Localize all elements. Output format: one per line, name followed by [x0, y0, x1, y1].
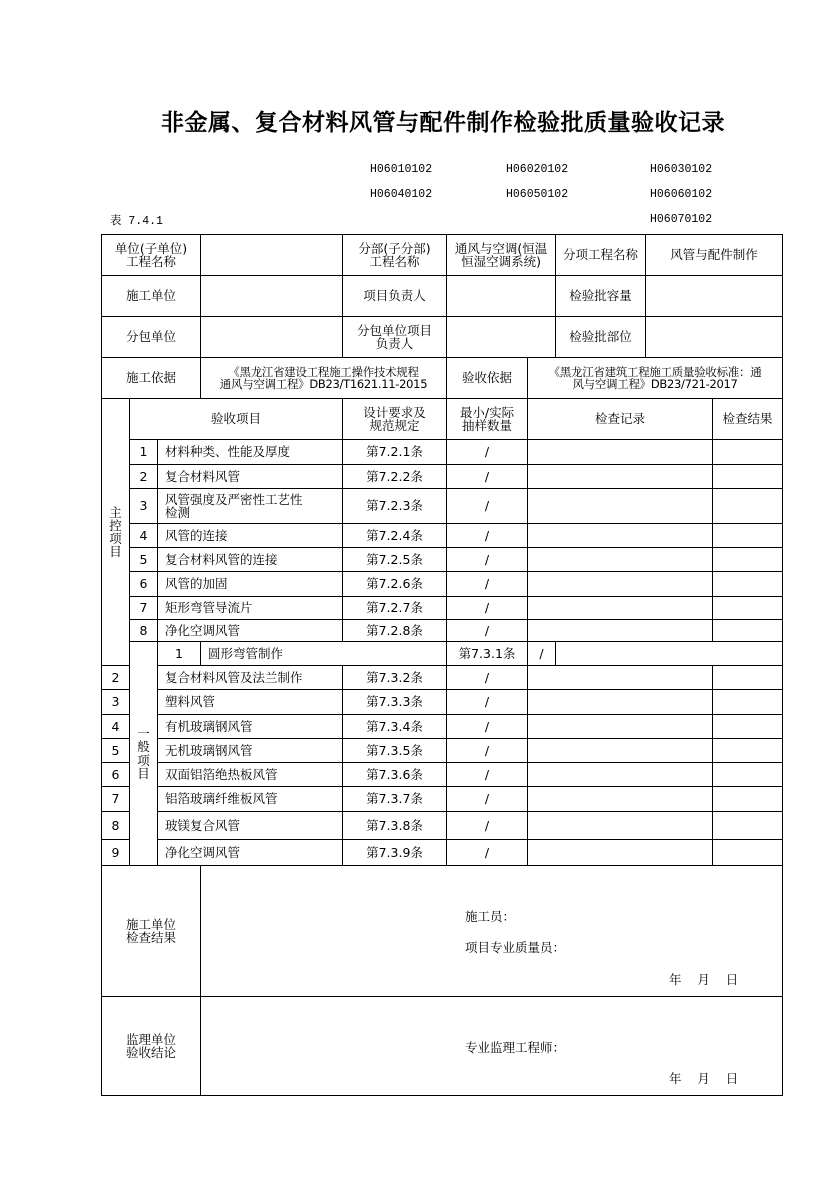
- item-sample: /: [447, 524, 528, 548]
- col-requirement-header: 设计要求及 规范规定: [343, 399, 447, 440]
- supervisor-date: 年 月 日: [669, 1071, 739, 1086]
- item-result[interactable]: [713, 763, 783, 787]
- general-item-row: [102, 666, 783, 690]
- item-record[interactable]: [528, 440, 713, 465]
- item-clause: 第7.3.2条: [343, 666, 447, 690]
- sub-pm-label: 分包单位项目 负责人: [343, 317, 447, 358]
- item-no: 4: [130, 524, 158, 548]
- code-7: H06070102: [650, 213, 713, 226]
- item-sample: /: [447, 597, 528, 620]
- subitem-label: 分项工程名称: [556, 235, 646, 276]
- item-sample: /: [447, 440, 528, 465]
- item-record[interactable]: [528, 597, 713, 620]
- item-sample: /: [447, 666, 528, 690]
- form-number: 表 7.4.1: [110, 215, 163, 228]
- item-result[interactable]: [713, 440, 783, 465]
- item-name: 塑料风管: [158, 690, 343, 715]
- item-no: 1: [158, 642, 201, 666]
- subcontractor-label: 分包单位: [102, 317, 201, 358]
- code-6: H06060102: [650, 188, 713, 201]
- item-name: 复合材料风管的连接: [158, 548, 343, 572]
- item-name: 净化空调风管: [158, 840, 343, 866]
- item-clause: 第7.2.1条: [343, 440, 447, 465]
- item-sample: /: [447, 763, 528, 787]
- item-sample: /: [447, 840, 528, 866]
- item-clause: 第7.3.7条: [343, 787, 447, 812]
- general-group-label: 一般项目: [130, 642, 158, 866]
- item-name: 有机玻璃钢风管: [158, 715, 343, 739]
- batch-loc-value[interactable]: [646, 317, 783, 358]
- col-record-header: 检查记录: [528, 399, 713, 440]
- column-header-row: [102, 399, 783, 440]
- item-record[interactable]: [528, 787, 713, 812]
- division-value: 通风与空调(恒温 恒湿空调系统): [447, 235, 556, 276]
- item-name: 矩形弯管导流片: [158, 597, 343, 620]
- batch-loc-label: 检验批部位: [556, 317, 646, 358]
- item-clause: 第7.3.5条: [343, 739, 447, 763]
- general-item-row: [102, 715, 783, 739]
- contractor-value[interactable]: [201, 276, 343, 317]
- item-no: 7: [102, 787, 130, 812]
- accept-basis-label: 验收依据: [447, 358, 528, 399]
- item-record[interactable]: [528, 739, 713, 763]
- item-clause: 第7.2.4条: [343, 524, 447, 548]
- item-result[interactable]: [713, 548, 783, 572]
- division-label: 分部(子分部) 工程名称: [343, 235, 447, 276]
- inspection-form-table: [101, 234, 783, 1096]
- item-result[interactable]: [713, 690, 783, 715]
- item-clause: 第7.3.6条: [343, 763, 447, 787]
- sub-pm-value[interactable]: [447, 317, 556, 358]
- contractor-label: 施工单位: [102, 276, 201, 317]
- code-1: H06010102: [370, 163, 433, 176]
- subitem-value: 风管与配件制作: [646, 235, 783, 276]
- general-item-row: [102, 787, 783, 812]
- item-clause: 第7.2.8条: [343, 620, 447, 642]
- item-result[interactable]: [713, 465, 783, 489]
- engineer-sign-label: 专业监理工程师：: [465, 1040, 566, 1055]
- general-item-row: [102, 840, 783, 866]
- item-record[interactable]: [528, 666, 713, 690]
- item-name: 风管的加固: [158, 572, 343, 597]
- basis-value: 《黑龙江省建设工程施工操作技术规程 通风与空调工程》DB23/T1621.11-2015: [201, 358, 447, 399]
- item-record[interactable]: [528, 548, 713, 572]
- item-clause: 第7.3.4条: [343, 715, 447, 739]
- item-result[interactable]: [713, 620, 783, 642]
- item-no: 2: [130, 465, 158, 489]
- item-result[interactable]: [713, 524, 783, 548]
- item-clause: 第7.3.8条: [343, 812, 447, 840]
- contractor-check-label: 施工单位 检查结果: [102, 866, 201, 997]
- item-record[interactable]: [528, 690, 713, 715]
- unit-value[interactable]: [201, 235, 343, 276]
- general-item-row: [102, 690, 783, 715]
- basis-label: 施工依据: [102, 358, 201, 399]
- item-name: 风管的连接: [158, 524, 343, 548]
- item-no: 3: [102, 690, 130, 715]
- item-record[interactable]: [556, 642, 783, 666]
- item-record[interactable]: [528, 715, 713, 739]
- item-name: 铝箔玻璃纤维板风管: [158, 787, 343, 812]
- item-clause: 第7.3.9条: [343, 840, 447, 866]
- col-result-header: 检查结果: [713, 399, 783, 440]
- item-record[interactable]: [528, 840, 713, 866]
- subcontractor-value[interactable]: [201, 317, 343, 358]
- item-name: 圆形弯管制作: [201, 642, 447, 666]
- item-record[interactable]: [528, 572, 713, 597]
- col-sampling-header: 最小/实际 抽样数量: [447, 399, 528, 440]
- main-item-row: [102, 548, 783, 572]
- item-no: 3: [130, 489, 158, 524]
- main-group-label: 主控项目: [102, 399, 130, 666]
- item-result[interactable]: [713, 787, 783, 812]
- item-sample: /: [447, 787, 528, 812]
- general-item-row: [102, 739, 783, 763]
- main-item-row: [102, 524, 783, 548]
- qc-sign-label: 项目专业质量员：: [465, 940, 566, 955]
- header-row-contractor: [102, 276, 783, 317]
- item-clause: 第7.3.1条: [447, 642, 528, 666]
- item-result[interactable]: [713, 597, 783, 620]
- item-no: 2: [102, 666, 130, 690]
- header-row-unit: [102, 235, 783, 276]
- item-no: 9: [102, 840, 130, 866]
- general-item-row: [102, 642, 783, 666]
- unit-label: 单位(子单位) 工程名称: [102, 235, 201, 276]
- supervisor-check-label: 监理单位 验收结论: [102, 997, 201, 1096]
- col-item-header: 验收项目: [130, 399, 343, 440]
- item-sample: /: [447, 715, 528, 739]
- header-row-basis: [102, 358, 783, 399]
- item-result[interactable]: [713, 572, 783, 597]
- item-result[interactable]: [713, 489, 783, 524]
- item-name: 复合材料风管及法兰制作: [158, 666, 343, 690]
- item-clause: 第7.2.6条: [343, 572, 447, 597]
- batch-qty-label: 检验批容量: [556, 276, 646, 317]
- batch-qty-value[interactable]: [646, 276, 783, 317]
- pm-value[interactable]: [447, 276, 556, 317]
- item-result[interactable]: [713, 715, 783, 739]
- main-item-row: [102, 465, 783, 489]
- main-item-row: [102, 620, 783, 642]
- item-record[interactable]: [528, 812, 713, 840]
- item-sample: /: [447, 690, 528, 715]
- worker-sign-label: 施工员：: [465, 909, 516, 924]
- item-sample: /: [447, 572, 528, 597]
- item-no: 7: [130, 597, 158, 620]
- item-sample: /: [528, 642, 556, 666]
- item-clause: 第7.2.7条: [343, 597, 447, 620]
- item-name: 风管强度及严密性工艺性 检测: [158, 489, 343, 524]
- item-sample: /: [447, 620, 528, 642]
- contractor-date: 年 月 日: [669, 972, 739, 987]
- item-sample: /: [447, 739, 528, 763]
- item-sample: /: [447, 548, 528, 572]
- form-title: 非金属、复合材料风管与配件制作检验批质量验收记录: [161, 110, 725, 136]
- item-record[interactable]: [528, 489, 713, 524]
- code-5: H06050102: [506, 188, 569, 201]
- main-item-row: [102, 440, 783, 465]
- item-no: 1: [130, 440, 158, 465]
- contractor-check-row: [102, 866, 783, 997]
- item-sample: /: [447, 465, 528, 489]
- item-no: 5: [130, 548, 158, 572]
- item-no: 8: [102, 812, 130, 840]
- item-name: 双面铝箔绝热板风管: [158, 763, 343, 787]
- item-no: 6: [130, 572, 158, 597]
- item-name: 材料种类、性能及厚度: [158, 440, 343, 465]
- supervisor-check-row: [102, 997, 783, 1096]
- item-result[interactable]: [713, 812, 783, 840]
- header-row-subcontractor: [102, 317, 783, 358]
- item-result[interactable]: [713, 739, 783, 763]
- general-item-row: [102, 812, 783, 840]
- main-item-row: [102, 597, 783, 620]
- item-no: 5: [102, 739, 130, 763]
- contractor-check-signature[interactable]: [201, 866, 783, 997]
- item-record[interactable]: [528, 524, 713, 548]
- item-name: 玻镁复合风管: [158, 812, 343, 840]
- item-no: 4: [102, 715, 130, 739]
- item-record[interactable]: [528, 620, 713, 642]
- item-clause: 第7.2.3条: [343, 489, 447, 524]
- item-result[interactable]: [713, 840, 783, 866]
- item-result[interactable]: [713, 666, 783, 690]
- pm-label: 项目负责人: [343, 276, 447, 317]
- item-name: 净化空调风管: [158, 620, 343, 642]
- item-name: 无机玻璃钢风管: [158, 739, 343, 763]
- item-no: 6: [102, 763, 130, 787]
- main-item-row: [102, 489, 783, 524]
- main-item-row: [102, 572, 783, 597]
- supervisor-check-signature[interactable]: [201, 997, 783, 1096]
- item-no: 8: [130, 620, 158, 642]
- item-clause: 第7.2.2条: [343, 465, 447, 489]
- item-clause: 第7.2.5条: [343, 548, 447, 572]
- code-2: H06020102: [506, 163, 569, 176]
- code-4: H06040102: [370, 188, 433, 201]
- item-record[interactable]: [528, 763, 713, 787]
- item-clause: 第7.3.3条: [343, 690, 447, 715]
- item-name: 复合材料风管: [158, 465, 343, 489]
- item-record[interactable]: [528, 465, 713, 489]
- item-sample: /: [447, 489, 528, 524]
- code-3: H06030102: [650, 163, 713, 176]
- item-sample: /: [447, 812, 528, 840]
- accept-basis-value: 《黑龙江省建筑工程施工质量验收标准：通 风与空调工程》DB23/721-2017: [528, 358, 783, 399]
- general-item-row: [102, 763, 783, 787]
